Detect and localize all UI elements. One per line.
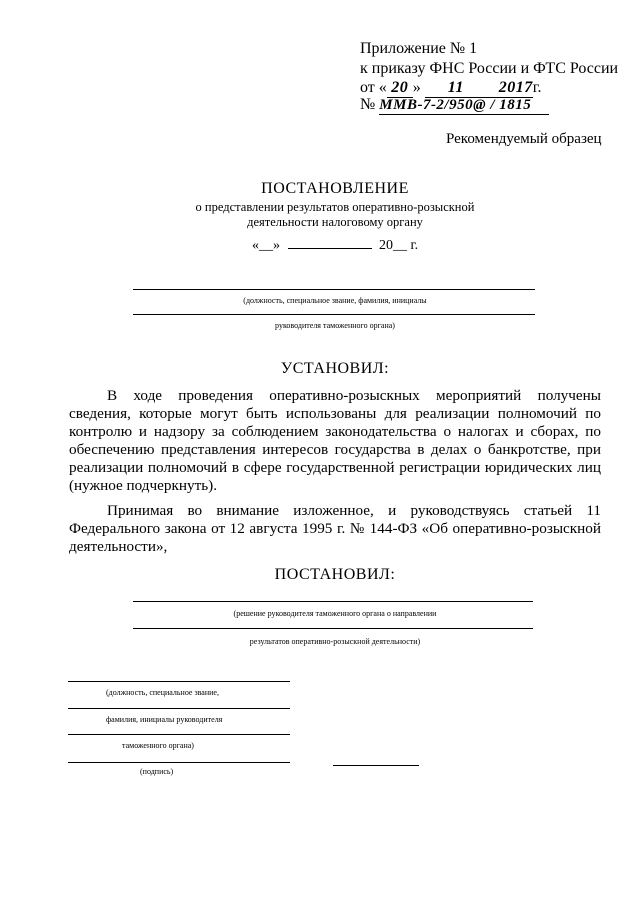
date-month-blank [288,248,372,249]
decision-caption-1: (решение руководителя таможенного органа о направлении [233,609,437,618]
official-caption-1: (должность, специальное звание, фамилия, инициалы [243,296,427,305]
signatory-blank-line-3 [68,734,290,735]
decision-caption-2: результатов оперативно-розыскной деятельности) [249,637,421,646]
paragraph-2-body: Федерального закона от 12 августа 1995 г. № 144-ФЗ «Об оперативно-розыскной деятельности», [69,520,601,555]
signature-caption: (подпись) [140,767,174,776]
recommended-sample: Рекомендуемый образец [446,131,602,147]
number-handwritten: ММВ-7-2/950@ / 1815 [379,97,549,115]
decision-blank-line-1 [133,601,533,602]
date-year-blank: 20__ г. [379,238,419,253]
number-prefix: № [360,96,376,113]
decided-heading: ПОСТАНОВИЛ: [274,566,396,583]
document-date-line [252,238,418,254]
date-suffix: г. [532,79,542,96]
order-number [360,96,549,115]
signatory-blank-line-1 [68,681,290,682]
signatory-blank-line-4 [68,762,290,763]
document-title: ПОСТАНОВЛЕНИЕ [261,180,409,197]
signatory-caption-2: фамилия, инициалы руководителя [106,715,223,724]
signatory-caption-1: (должность, специальное звание, [106,688,219,697]
document-subtitle-line2: деятельности налоговому органу [247,215,423,229]
date-day-handwritten: 20 [387,79,413,98]
order-reference: к приказу ФНС России и ФТС России [360,60,619,77]
appendix-label: Приложение № 1 [360,40,478,57]
decision-blank-line-2 [133,628,533,629]
signature-blank-line [333,765,419,766]
signatory-blank-line-2 [68,708,290,709]
document-subtitle-line1: о представлении результатов оперативно-розыскной [195,200,475,214]
date-day-blank: «__» [252,238,280,253]
date-year-handwritten: 2017 [487,79,533,98]
date-mid: » [412,79,421,96]
established-heading: УСТАНОВИЛ: [280,360,390,377]
official-caption-2: руководителя таможенного органа) [275,321,395,330]
official-blank-line-2 [133,314,535,315]
date-prefix: от « [360,79,387,96]
paragraph-1-body: сведения, которые могут быть использованы для реализации полномочий по контролю и надзору за соблюдением законодательства о налогах и сборах, по обеспечению представления интересов государства в делах о банкротстве, при реализации полномочий в сфере государственной регистрации юридических лиц (нужное подчеркнуть). [69,405,601,494]
official-blank-line-1 [133,289,535,290]
date-month-handwritten: 11 [425,79,487,98]
paragraph-2-first-line: Принимая во внимание изложенное, и руководствуясь статьей 11 [107,502,601,519]
paragraph-1-first-line: В ходе проведения оперативно-розыскных мероприятий получены [107,387,601,404]
signatory-caption-3: таможенного органа) [122,741,194,750]
